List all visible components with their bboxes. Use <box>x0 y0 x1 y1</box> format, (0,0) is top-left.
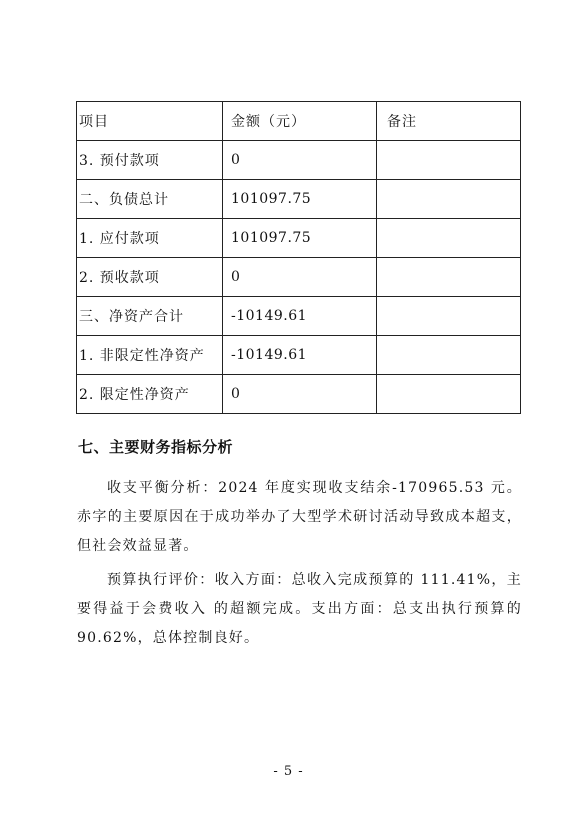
cell-item: 3. 预付款项 <box>77 141 223 180</box>
cell-note <box>377 375 521 414</box>
header-item: 项目 <box>77 102 223 141</box>
cell-note <box>377 141 521 180</box>
table-row <box>77 375 521 414</box>
cell-item: 2. 限定性净资产 <box>77 375 223 414</box>
cell-item: 1. 应付款项 <box>77 219 223 258</box>
cell-item: 三、净资产合计 <box>77 297 223 336</box>
table-row <box>77 219 521 258</box>
cell-note <box>377 258 521 297</box>
cell-item: 2. 预收款项 <box>77 258 223 297</box>
cell-amount: 101097.75 <box>223 180 377 219</box>
cell-amount: 0 <box>223 141 377 180</box>
page-number: - 5 - <box>273 764 304 779</box>
cell-item: 二、负债总计 <box>77 180 223 219</box>
financial-table <box>76 101 521 414</box>
header-note: 备注 <box>377 102 521 141</box>
table-row <box>77 180 521 219</box>
cell-amount: 0 <box>223 375 377 414</box>
cell-item: 1. 非限定性净资产 <box>77 336 223 375</box>
table-row <box>77 297 521 336</box>
cell-note <box>377 219 521 258</box>
cell-note <box>377 297 521 336</box>
cell-note <box>377 336 521 375</box>
cell-note <box>377 180 521 219</box>
cell-amount: 101097.75 <box>223 219 377 258</box>
paragraph-budget-evaluation: 预算执行评价：收入方面：总收入完成预算的 111.41%，主要得益于会费收入 的超额完成。支出方面：总支出执行预算的 90.62%，总体控制良好。 <box>77 572 522 646</box>
table-row <box>77 141 521 180</box>
cell-amount: -10149.61 <box>223 297 377 336</box>
table-header-row <box>77 102 521 141</box>
header-amount: 金额（元） <box>223 102 377 141</box>
paragraph-balance-analysis: 收支平衡分析：2024 年度实现收支结余-170965.53 元。赤字的主要原因在于成功举办了大型学术研讨活动导致成本超支，但社会效益显著。 <box>77 480 522 554</box>
cell-amount: -10149.61 <box>223 336 377 375</box>
table-row <box>77 336 521 375</box>
table-row <box>77 258 521 297</box>
section-heading: 七、主要财务指标分析 <box>78 438 234 456</box>
cell-amount: 0 <box>223 258 377 297</box>
